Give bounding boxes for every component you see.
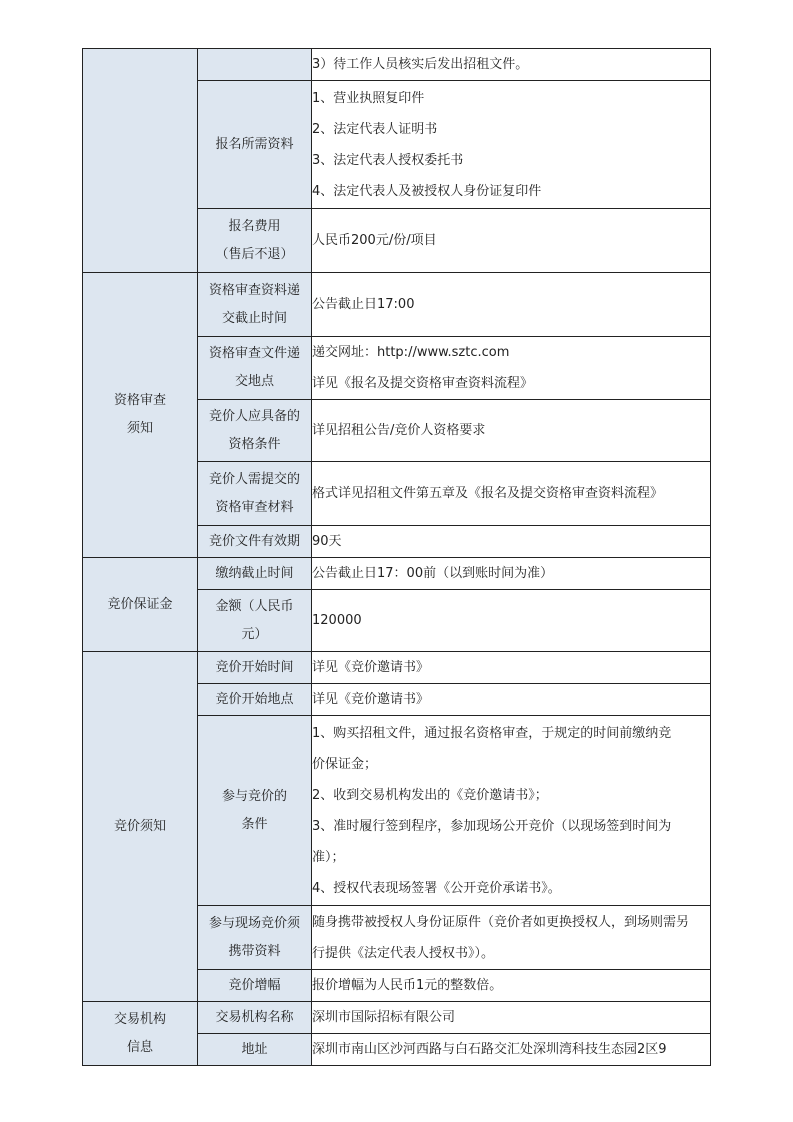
section-cell [83, 273, 198, 558]
list-item: 1、购买招租文件，通过报名资格审查，于规定的时间前缴纳竞 [312, 725, 672, 741]
section-title-line: 信息 [126, 1039, 153, 1055]
list-item: 行提供《法定代表人授权书》）。 [312, 945, 495, 961]
list-item: 2、收到交易机构发出的《竞价邀请书》； [312, 787, 548, 803]
label-line: 资格审查资料递 [208, 282, 300, 298]
table-row [83, 652, 711, 684]
value-cell [312, 81, 711, 209]
value-text: 详见《竞价邀请书》 [312, 660, 430, 675]
label-text: 竞价开始时间 [215, 659, 294, 675]
value-cell [312, 337, 711, 400]
section-title-line: 资格审查 [113, 393, 166, 408]
value-text: 120000 [312, 613, 362, 628]
label-cell [198, 970, 312, 1002]
value-cell [312, 1034, 711, 1066]
value-text: 报价增幅为人民币1元的整数倍。 [312, 978, 503, 993]
value-cell [312, 652, 711, 684]
value-cell [312, 716, 711, 906]
list-item: 3、准时履行签到程序，参加现场公开竞价（以现场签到时间为 [312, 818, 672, 834]
label-line: 交地点 [234, 374, 274, 389]
list-item: 详见《报名及提交资格审查资料流程》 [312, 376, 534, 391]
label-line: 竞价人应具备的 [208, 408, 300, 424]
list-item: 价保证金； [312, 756, 378, 772]
label-line: 资格审查材料 [215, 499, 294, 515]
label-cell [198, 49, 312, 81]
label-line: 资格审查文件递 [208, 346, 300, 361]
label-line: 携带资料 [228, 943, 281, 959]
label-text: 竞价文件有效期 [208, 533, 300, 549]
list-item: 2、法定代表人证明书 [312, 121, 438, 137]
label-cell [198, 652, 312, 684]
label-cell [198, 337, 312, 400]
section-cell [83, 1002, 198, 1066]
section-cell [83, 558, 198, 652]
label-text: 竞价开始地点 [215, 691, 294, 707]
table-row [83, 1002, 711, 1034]
value-text: 人民币200元/份/项目 [312, 233, 437, 248]
label-text: 缴纳截止时间 [215, 565, 294, 581]
table-row [83, 558, 711, 590]
table-row [83, 49, 711, 81]
label-cell [198, 400, 312, 462]
label-line: 金额（人民币 [215, 598, 294, 614]
value-text: 公告截止日17:00 [312, 297, 415, 312]
value-text: 详见招租公告/竞价人资格要求 [312, 423, 486, 438]
label-cell [198, 273, 312, 337]
label-line: 参与现场竞价须 [208, 915, 300, 931]
section-cell [83, 652, 198, 1002]
value-cell [312, 400, 711, 462]
section-title-line: 交易机构 [113, 1011, 166, 1027]
label-line: 报名费用 [228, 218, 281, 234]
label-cell [198, 716, 312, 906]
value-text: 公告截止日17：00前（以到账时间为准） [312, 566, 554, 581]
label-line: 元） [241, 626, 268, 642]
value-text: 90天 [312, 534, 342, 549]
label-line: 交截止时间 [221, 310, 287, 326]
list-item: 4、法定代表人及被授权人身份证复印件 [312, 183, 542, 199]
label-cell [198, 1034, 312, 1066]
table-row [83, 273, 711, 337]
value-cell [312, 49, 711, 81]
value-cell [312, 209, 711, 273]
label-cell [198, 462, 312, 526]
label-text: 地址 [241, 1041, 268, 1057]
list-item: 随身携带被授权人身份证原件（竞价者如更换授权人，到场则需另 [312, 914, 690, 930]
value-text: 深圳市南山区沙河西路与白石路交汇处深圳湾科技生态园2区9 [312, 1042, 667, 1057]
label-cell [198, 209, 312, 273]
section-title: 竞价须知 [113, 818, 166, 834]
value-text: 详见《竞价邀请书》 [312, 692, 430, 707]
value-text: 3）待工作人员核实后发出招租文件。 [312, 57, 529, 72]
label-text: 交易机构名称 [215, 1009, 294, 1025]
value-cell [312, 273, 711, 337]
value-cell [312, 684, 711, 716]
label-text: 竞价增幅 [228, 977, 281, 993]
value-cell [312, 462, 711, 526]
value-cell [312, 906, 711, 970]
section-cell [83, 49, 198, 273]
label-line: 竞价人需提交的 [208, 471, 300, 487]
label-line: 参与竞价的 [221, 788, 287, 804]
value-cell [312, 970, 711, 1002]
list-item: 4、授权代表现场签署《公开竞价承诺书》。 [312, 880, 561, 896]
label-cell [198, 590, 312, 652]
value-text: 深圳市国际招标有限公司 [312, 1010, 456, 1025]
value-text: 格式详见招租文件第五章及《报名及提交资格审查资料流程》 [312, 486, 664, 501]
label-cell [198, 526, 312, 558]
value-cell [312, 558, 711, 590]
value-cell [312, 526, 711, 558]
value-cell [312, 1002, 711, 1034]
info-table [82, 48, 711, 1066]
section-title: 竞价保证金 [107, 596, 173, 612]
label-cell [198, 906, 312, 970]
label-text: 报名所需资料 [215, 136, 294, 152]
list-item: 递交网址：http://www.sztc.com [312, 345, 510, 360]
list-item: 3、法定代表人授权委托书 [312, 152, 464, 168]
value-cell [312, 590, 711, 652]
label-cell [198, 1002, 312, 1034]
list-item: 准）； [312, 849, 345, 865]
list-item: 1、营业执照复印件 [312, 90, 425, 106]
label-cell [198, 684, 312, 716]
label-line: 资格条件 [228, 436, 281, 452]
label-cell [198, 81, 312, 209]
label-line: （售后不退） [215, 246, 294, 262]
label-line: 条件 [241, 816, 268, 832]
label-cell [198, 558, 312, 590]
section-title-line: 须知 [126, 421, 153, 436]
